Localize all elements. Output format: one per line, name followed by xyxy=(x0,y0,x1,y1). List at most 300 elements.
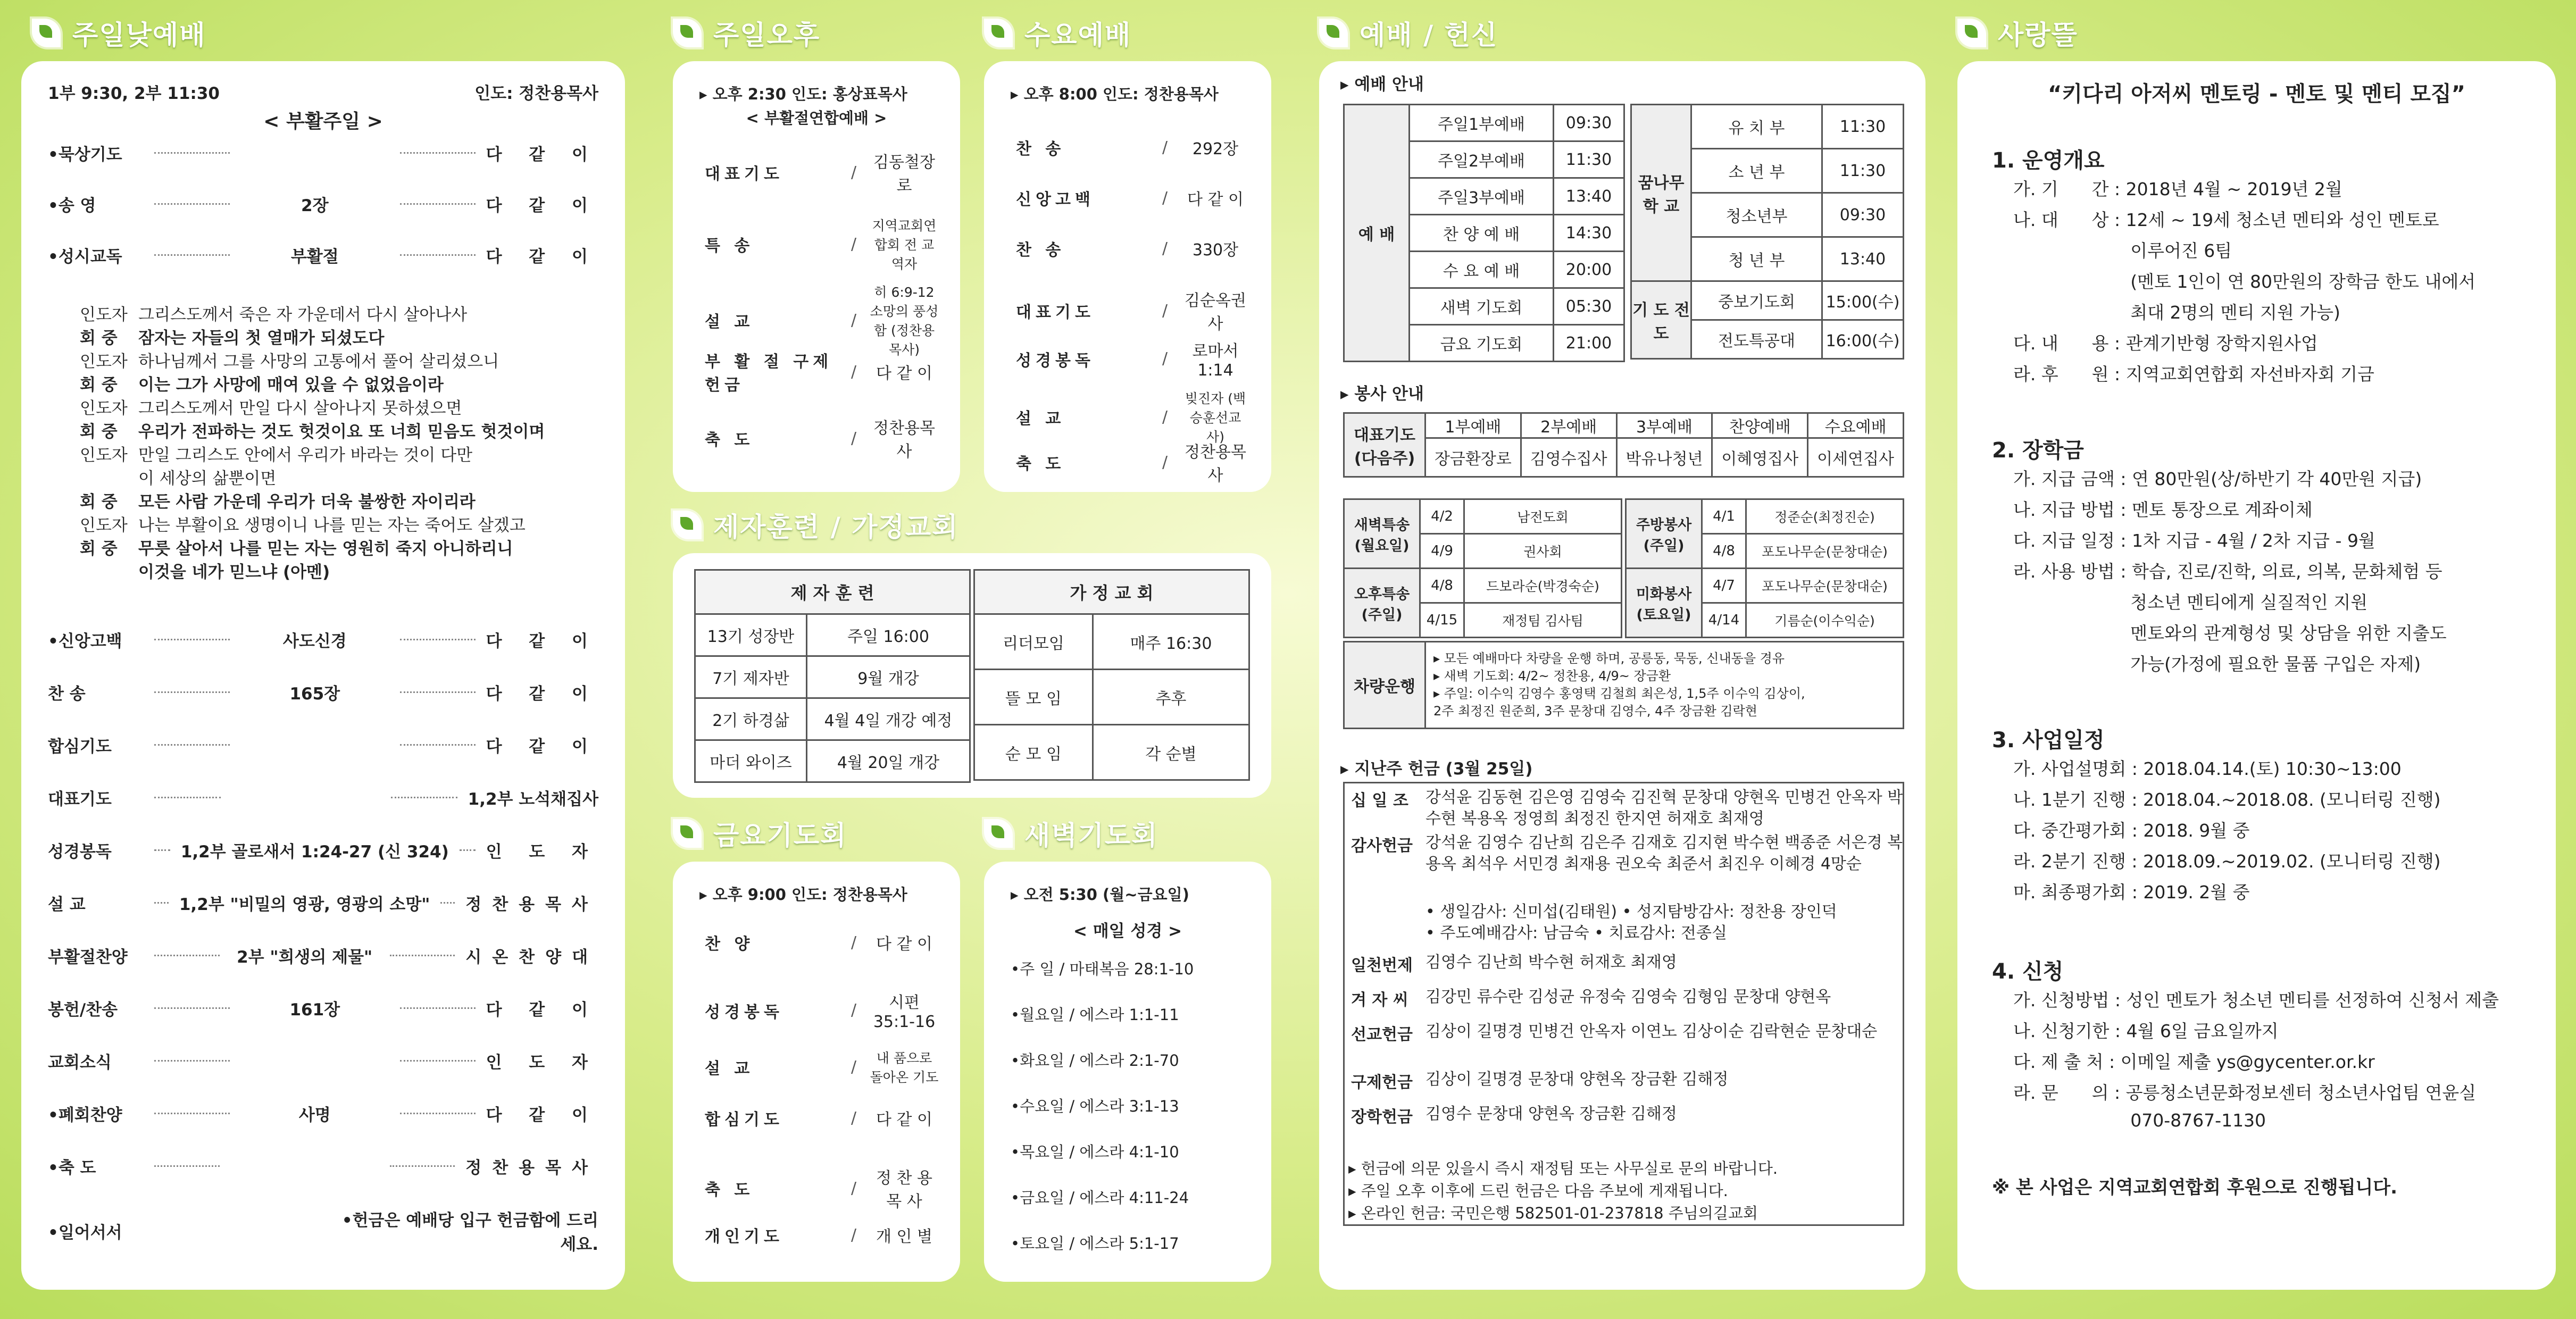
service-title: ▸ 봉사 안내 xyxy=(1340,385,1424,404)
offer-note: ▸ 온라인 헌금: 국민은행 582501-01-237818 주님의길교회 xyxy=(1348,1204,1758,1222)
program-row xyxy=(705,1048,939,1086)
order-item: 1,2부 "비밀의 영광, 영광의 소망" xyxy=(179,895,430,914)
rep-name: 김영수집사 xyxy=(1521,438,1616,477)
rep-name: 장금환장로 xyxy=(1425,438,1521,477)
program-label: 성경봉독 xyxy=(1016,351,1095,370)
group-label: 기 도 전 도 xyxy=(1631,281,1691,359)
offer-row xyxy=(1351,952,1904,975)
group-name: 정준순(최정진순) xyxy=(1746,499,1904,534)
dot-leader xyxy=(400,152,476,154)
order-row xyxy=(48,628,598,652)
responsive-text: 만일 그리스도 안에서 우리가 바라는 것이 다만 xyxy=(138,446,473,465)
leaf-icon xyxy=(984,819,1013,848)
rep-name: 이세연집사 xyxy=(1808,438,1904,477)
order-item: 사명 xyxy=(298,1106,331,1125)
dot-leader xyxy=(154,744,230,746)
dot-leader xyxy=(400,1007,476,1009)
service-name: 찬 양 예 배 xyxy=(1410,215,1554,252)
table-cell-value: 9월 개강 xyxy=(806,656,970,698)
order-label: 교회소식 xyxy=(48,1053,112,1072)
table-row xyxy=(695,740,970,782)
program-label: 부 활 절 구제헌금 xyxy=(705,353,833,395)
dawn-title: 새벽기도회 xyxy=(984,811,1158,856)
order-person: 1,2부 노석채집사 xyxy=(468,790,599,809)
leaf-icon xyxy=(1319,19,1348,47)
order-row xyxy=(48,680,598,704)
offer-row xyxy=(1351,1021,1904,1045)
group-date: 4/14 xyxy=(1702,603,1746,638)
car-label: 차량운행 xyxy=(1344,642,1425,729)
offer-row xyxy=(1351,987,1904,1010)
program-slash: / xyxy=(851,429,857,448)
table-cell-value: 주일 16:00 xyxy=(806,614,970,656)
love-s4: 4. 신청 xyxy=(1992,959,2064,984)
love-title: 사랑뜰 xyxy=(1957,11,2078,55)
leaf-icon xyxy=(673,511,702,539)
love-line: 라. 후 원 : 지역교회연합회 자선바자회 기금 xyxy=(2013,364,2374,385)
table-cell-name: 순 모 임 xyxy=(974,725,1093,780)
table-cell-value: 4월 4일 개강 예정 xyxy=(806,698,970,740)
responsive-speaker: 인도자 xyxy=(80,352,128,371)
sunday-pm-title: 주일오후 xyxy=(673,11,820,55)
reading-item: •주 일 / 마태복음 28:1-10 xyxy=(1011,960,1194,978)
program-slash: / xyxy=(851,235,857,254)
program-label: 찬 송 xyxy=(1016,140,1065,158)
group-item: 청 년 부 xyxy=(1691,237,1822,281)
leaf-icon xyxy=(673,819,702,848)
love-line: 나. 신청기한 : 4월 6일 금요일까지 xyxy=(2013,1021,2279,1041)
car-line: ▸ 새벽 기도회: 4/2~ 정찬용, 4/9~ 장금환 xyxy=(1433,669,1671,683)
volunteer-table xyxy=(1625,498,1904,638)
offer-row xyxy=(1351,923,1904,944)
group-time: 11:30 xyxy=(1822,149,1904,193)
group-label: 오후특송 (주일) xyxy=(1344,569,1420,638)
table-row xyxy=(1631,105,1904,149)
dot-leader xyxy=(154,797,221,798)
offer-kind xyxy=(1351,901,1425,923)
love-line: 가능(가정에 필요한 물품 구입은 자제) xyxy=(2013,654,2421,674)
program-row xyxy=(705,348,939,395)
table-cell-name: 리더모임 xyxy=(974,614,1093,670)
group-name: 기름순(이수익순) xyxy=(1746,603,1904,638)
program-value: 다 같 이 xyxy=(1187,190,1244,209)
program-value: 330장 xyxy=(1192,241,1239,260)
responsive-speaker: 회 중 xyxy=(80,492,118,512)
worship-box xyxy=(1319,61,1925,1290)
program-row xyxy=(705,415,939,462)
love-line: 나. 지급 방법 : 멘토 통장으로 계좌이체 xyxy=(2013,499,2313,520)
order-person: •헌금은 예배당 입구 헌금함에 드리세요. xyxy=(341,1211,598,1254)
program-slash: / xyxy=(851,1225,857,1245)
disciple-box xyxy=(673,553,1271,798)
order-person: 정찬용목사 xyxy=(465,895,598,914)
responsive-text: 그리스도께서 만일 다시 살아나지 못하셨으면 xyxy=(138,399,462,418)
fri-time: ▸ 오후 9:00 인도: 정찬용목사 xyxy=(699,886,907,904)
responsive-text: 우리가 전파하는 것도 헛것이요 또 너희 믿음도 헛것이며 xyxy=(138,422,545,441)
group-label: 주방봉사 (주일) xyxy=(1626,499,1702,569)
table-cell-name: 7기 제자반 xyxy=(695,656,807,698)
order-label: •일어서서 xyxy=(48,1223,122,1242)
leaf-icon xyxy=(1957,19,1986,47)
program-slash: / xyxy=(1162,301,1168,320)
offer-row xyxy=(1351,1069,1904,1092)
order-label: •폐회찬양 xyxy=(48,1106,122,1125)
group-name: 드보라순(박경숙순) xyxy=(1464,569,1622,603)
program-row xyxy=(1016,338,1250,380)
offer-row xyxy=(1351,787,1904,830)
responsive-line xyxy=(80,514,526,537)
program-slash: / xyxy=(1162,349,1168,368)
order-row xyxy=(48,1049,598,1073)
order-person: 정찬용목사 xyxy=(465,1158,599,1178)
program-value: 로마서 1:14 xyxy=(1192,342,1239,380)
group-name: 재정팀 김사팀 xyxy=(1464,603,1622,638)
offer-row xyxy=(1351,832,1904,875)
responsive-speaker: 회 중 xyxy=(80,422,118,441)
group-label: 새벽특송 (월요일) xyxy=(1344,499,1420,569)
friday-box xyxy=(673,862,960,1282)
program-value: 정찬용목사 xyxy=(873,419,935,461)
dot-leader xyxy=(154,639,230,640)
responsive-speaker: 회 중 xyxy=(80,375,118,395)
program-label: 특 송 xyxy=(705,237,754,255)
program-label: 설 교 xyxy=(705,1059,754,1078)
program-row xyxy=(705,149,939,196)
program-label: 찬 송 xyxy=(1016,241,1065,260)
worship-title: 예배 / 헌신 xyxy=(1319,11,1498,55)
responsive-line xyxy=(80,537,513,561)
dot-leader xyxy=(400,1060,476,1062)
offer-kind: 구제헌금 xyxy=(1351,1073,1413,1092)
order-row xyxy=(48,1207,598,1255)
love-line: (멘토 1인이 연 80만원의 장학금 한도 내에서 xyxy=(2013,271,2476,292)
order-label: •성시교독 xyxy=(48,247,122,266)
guide-title: ▸ 예배 안내 xyxy=(1340,75,1424,94)
order-row xyxy=(48,838,598,862)
dot-leader xyxy=(154,254,230,256)
program-value: 내 품으로 돌아온 기도 xyxy=(870,1050,939,1085)
order-person: 다 같 이 xyxy=(486,684,598,704)
offer-kind: 선교헌금 xyxy=(1351,1025,1413,1044)
group-label: 꿈나무 학 교 xyxy=(1631,105,1691,281)
love-line: 가. 기 간 : 2018년 4월 ~ 2019년 2월 xyxy=(2013,179,2342,199)
rep-service: 수요예배 xyxy=(1808,413,1904,438)
table-row xyxy=(1626,569,1904,603)
program-value: 다 같 이 xyxy=(876,1111,932,1129)
group-date: 4/8 xyxy=(1420,569,1464,603)
offer-kind: 십 일 조 xyxy=(1351,791,1408,810)
love-line: 나. 1분기 진행 : 2018.04.~2018.08. (모니터링 진행) xyxy=(2013,789,2441,810)
program-label: 축 도 xyxy=(705,1181,754,1199)
program-value: 다 같 이 xyxy=(876,364,932,383)
program-row xyxy=(1016,287,1250,334)
responsive-line xyxy=(80,561,330,584)
reading-item: •수요일 / 에스라 3:1-13 xyxy=(1011,1097,1179,1115)
program-label: 대표기도 xyxy=(705,165,783,183)
program-label: 합심기도 xyxy=(705,1111,783,1129)
special-song-table xyxy=(1343,498,1622,638)
table-cell-value: 매주 16:30 xyxy=(1093,614,1249,670)
order-person: 인 도 자 xyxy=(486,1053,598,1072)
love-line: 이루어진 6팀 xyxy=(2013,240,2232,261)
responsive-line xyxy=(80,420,545,444)
program-slash: / xyxy=(851,1179,857,1198)
love-line: 라. 문 의 : 공릉청소년문화정보센터 청소년사업팀 연윤실 xyxy=(2013,1082,2477,1103)
reading-item: •월요일 / 에스라 1:1-11 xyxy=(1011,1006,1179,1024)
table-cell-name: 13기 성장반 xyxy=(695,614,807,656)
group-time: 11:30 xyxy=(1822,105,1904,149)
responsive-line xyxy=(80,490,476,514)
dot-leader xyxy=(400,1113,476,1114)
rep-name: 박유나청년 xyxy=(1616,438,1712,477)
car-info xyxy=(1425,642,1904,729)
responsive-text: 이는 그가 사망에 매여 있을 수 없었음이라 xyxy=(138,375,444,395)
dot-leader xyxy=(154,203,230,205)
sunday-leader: 인도: 정찬용목사 xyxy=(474,84,598,103)
group-date: 4/9 xyxy=(1420,534,1464,569)
order-row xyxy=(48,996,598,1020)
order-person: 다 같 이 xyxy=(486,1106,598,1125)
group-name: 권사회 xyxy=(1464,534,1622,569)
order-label: •묵상기도 xyxy=(48,145,122,164)
responsive-text: 그리스도께서 죽은 자 가운데서 다시 살아나사 xyxy=(138,305,468,324)
offer-names: 김상이 길명경 민병건 안옥자 이연노 김상이순 김락현순 문창대순 xyxy=(1425,1022,1878,1041)
love-line: 가. 지급 금액 : 연 80만원(상/하반기 각 40만원 지급) xyxy=(2013,469,2422,489)
order-label: •신앙고백 xyxy=(48,632,122,651)
dot-leader xyxy=(440,902,455,904)
love-box xyxy=(1957,61,2556,1290)
order-person: 인 도 자 xyxy=(486,842,599,862)
responsive-speaker: 인도자 xyxy=(80,305,128,324)
table-row xyxy=(695,698,970,740)
service-name: 주일3부예배 xyxy=(1410,178,1554,215)
responsive-text: 이 세상의 삶뿐이면 xyxy=(138,469,277,488)
love-line: 라. 2분기 진행 : 2018.09.~2019.02. (모니터링 진행) xyxy=(2013,851,2441,872)
program-value: 정 찬 용 목 사 xyxy=(876,1169,932,1211)
group-name: 포도나무순(문창대순) xyxy=(1746,569,1904,603)
sunday-pm-box xyxy=(673,61,960,492)
program-slash: / xyxy=(851,311,857,330)
responsive-line xyxy=(80,303,467,327)
love-s2: 2. 장학금 xyxy=(1992,438,2084,463)
order-person: 다 같 이 xyxy=(486,196,598,215)
table-row xyxy=(1344,499,1622,534)
order-label: 성경봉독 xyxy=(48,842,112,862)
program-value: 시편 35:1-16 xyxy=(873,994,936,1031)
program-value: 292장 xyxy=(1192,140,1239,158)
program-label: 찬 양 xyxy=(705,935,754,954)
offer-kind: 감사헌금 xyxy=(1351,837,1413,855)
responsive-speaker: 회 중 xyxy=(80,539,118,558)
leaf-icon xyxy=(32,19,61,47)
offer-kind xyxy=(1351,923,1425,944)
program-slash: / xyxy=(1162,239,1168,258)
program-slash: / xyxy=(1162,407,1168,427)
program-row xyxy=(705,1106,939,1130)
offer-kind: 겨 자 씨 xyxy=(1351,991,1408,1009)
program-label: 성경봉독 xyxy=(705,1003,783,1022)
dot-leader xyxy=(154,1113,230,1114)
group-item: 유 치 부 xyxy=(1691,105,1822,149)
program-row xyxy=(1016,136,1250,159)
dot-leader xyxy=(154,849,170,851)
program-label: 축 도 xyxy=(1016,455,1065,473)
love-line: 다. 제 출 처 : 이메일 제출 ys@gycenter.or.kr xyxy=(2013,1051,2375,1072)
group-item: 전도특공대 xyxy=(1691,320,1822,359)
order-row xyxy=(48,786,598,809)
order-item: 2장 xyxy=(301,196,329,215)
car-line: ▸ 모든 예배마다 차량을 운행 하며, 공릉동, 묵동, 신내동을 경유 xyxy=(1433,651,1785,666)
dot-leader xyxy=(400,639,476,640)
order-label: 합심기도 xyxy=(48,737,112,756)
offer-kind: 일천번제 xyxy=(1351,956,1413,975)
program-slash: / xyxy=(851,1108,857,1128)
order-person: 다 같 이 xyxy=(486,632,598,651)
table-cell-value: 4월 20일 개강 xyxy=(806,740,970,782)
offer-names: 김영수 문창대 양현옥 장금환 김해정 xyxy=(1425,1105,1677,1123)
rep-service: 3부예배 xyxy=(1616,413,1712,438)
responsive-line xyxy=(80,373,444,397)
dot-leader xyxy=(390,1165,455,1167)
responsive-speaker: 인도자 xyxy=(80,399,128,418)
group-item: 청소년부 xyxy=(1691,193,1822,237)
offer-kind: 장학헌금 xyxy=(1351,1108,1413,1126)
order-label: 봉헌/찬송 xyxy=(48,1000,118,1020)
group-time: 15:00(수) xyxy=(1822,281,1904,320)
car-table xyxy=(1343,641,1904,729)
program-row xyxy=(705,1165,939,1212)
program-slash: / xyxy=(851,933,857,952)
rep-service: 찬양예배 xyxy=(1712,413,1808,438)
table-row xyxy=(974,670,1249,725)
order-person: 다 같 이 xyxy=(486,737,598,756)
love-line: 다. 내 용 : 관계기반형 장학지원사업 xyxy=(2013,333,2318,354)
wed-time: ▸ 오후 8:00 인도: 정찬용목사 xyxy=(1011,85,1219,103)
program-value: 히 6:9-12 소망의 풍성함 (정찬용목사) xyxy=(870,285,939,357)
dot-leader xyxy=(460,849,476,851)
order-label: •축 도 xyxy=(48,1158,96,1178)
program-row xyxy=(705,215,939,273)
table-row xyxy=(974,614,1249,670)
service-time: 21:00 xyxy=(1554,325,1624,362)
sunday-title: 주일낮예배 xyxy=(32,11,206,55)
program-slash: / xyxy=(1162,138,1168,157)
program-slash: / xyxy=(1162,188,1168,207)
group-date: 4/1 xyxy=(1702,499,1746,534)
love-footer: ※ 본 사업은 지역교회연합회 후원으로 진행됩니다. xyxy=(1992,1177,2398,1198)
table-cell-value: 각 순별 xyxy=(1093,725,1249,780)
love-line: 마. 최종평가회 : 2019. 2월 중 xyxy=(2013,882,2250,903)
rep-service: 1부예배 xyxy=(1425,413,1521,438)
love-line: 가. 신청방법 : 성인 멘토가 청소년 멘티를 선정하여 신청서 제출 xyxy=(2013,990,2499,1011)
table-row xyxy=(695,614,970,656)
car-line: ▸ 주일: 이수익 김영수 홍영택 김철희 최은성, 1,5주 이수익 김상이, xyxy=(1433,686,1805,701)
dot-leader xyxy=(390,955,455,956)
order-label: 찬 송 xyxy=(48,684,86,704)
service-name: 주일2부예배 xyxy=(1410,141,1554,178)
program-value: 김동철장로 xyxy=(873,153,935,195)
rep-service: 2부예배 xyxy=(1521,413,1616,438)
program-label: 설 교 xyxy=(1016,410,1065,428)
program-label: 축 도 xyxy=(705,431,754,449)
offer-names: • 생일감사: 신미섭(김태원) • 성지탐방감사: 정찬용 장인덕 xyxy=(1425,903,1837,921)
table-row xyxy=(1344,569,1622,603)
program-slash: / xyxy=(851,1057,857,1076)
order-label: •송 영 xyxy=(48,196,96,215)
responsive-text: 하나님께서 그를 사망의 고통에서 풀어 살리셨으니 xyxy=(138,352,499,371)
sunday-time: 1부 9:30, 2부 11:30 xyxy=(48,84,220,103)
dot-leader xyxy=(400,254,476,256)
friday-title: 금요기도회 xyxy=(673,811,847,856)
order-item: 1,2부 골로새서 1:24-27 (신 324) xyxy=(180,842,449,862)
dawn-box xyxy=(984,862,1271,1282)
disciple-title: 제자훈련 / 가정교회 xyxy=(673,503,958,547)
service-time: 14:30 xyxy=(1554,215,1624,252)
program-row xyxy=(705,989,939,1031)
offer-names: 김강민 류수란 김성균 유정숙 김영숙 김형임 문창대 양현옥 xyxy=(1425,988,1831,1006)
table-cell-name: 2기 하경삶 xyxy=(695,698,807,740)
table-row xyxy=(1344,413,1904,438)
group-date: 4/15 xyxy=(1420,603,1464,638)
group-time: 09:30 xyxy=(1822,193,1904,237)
car-line: 2주 최정진 원준희, 3주 문창대 김영수, 4주 장금환 김락현 xyxy=(1433,704,1757,719)
group-time: 13:40 xyxy=(1822,237,1904,281)
offer-title: ▸ 지난주 헌금 (3월 25일) xyxy=(1340,759,1533,779)
offer-row xyxy=(1351,901,1904,923)
order-row xyxy=(48,891,598,915)
wednesday-title: 수요예배 xyxy=(984,11,1131,55)
offer-names: 강석윤 김영수 김난희 김은주 김재호 김지현 박수현 백종준 서은경 복용옥 최석우 서민경 최재용 권오숙 최준서 최진우 이혜경 4망순 xyxy=(1425,833,1903,873)
order-label: 설 교 xyxy=(48,895,86,914)
group-name: 남전도회 xyxy=(1464,499,1622,534)
dot-leader xyxy=(154,1060,230,1062)
group-date: 4/8 xyxy=(1702,534,1746,569)
love-line: 청소년 멘티에게 실질적인 지원 xyxy=(2013,592,2368,613)
dot-leader xyxy=(154,1007,230,1009)
responsive-text: 나는 부활이요 생명이니 나를 믿는 자는 죽어도 살겠고 xyxy=(138,516,526,535)
program-label: 신앙고백 xyxy=(1016,190,1095,209)
dot-leader xyxy=(154,691,230,693)
dot-leader xyxy=(391,797,457,798)
love-line: 나. 대 상 : 12세 ~ 19세 청소년 멘티와 성인 멘토로 xyxy=(2013,210,2439,230)
service-time: 13:40 xyxy=(1554,178,1624,215)
responsive-line xyxy=(80,467,276,490)
responsive-text: 모든 사람 가운데 우리가 더욱 불쌍한 자이리라 xyxy=(138,492,476,512)
offer-note: ▸ 헌금에 의문 있을시 즉시 재정팀 또는 사무실로 문의 바랍니다. xyxy=(1348,1159,1778,1178)
reading-item: •화요일 / 에스라 2:1-70 xyxy=(1011,1051,1179,1070)
love-s1: 1. 운영개요 xyxy=(1992,148,2105,173)
offer-row xyxy=(1351,1104,1904,1127)
responsive-line xyxy=(80,444,472,467)
love-line: 다. 중간평가회 : 2018. 9월 중 xyxy=(2013,820,2250,841)
program-value: 다 같 이 xyxy=(876,935,932,954)
reading-item: •금요일 / 에스라 4:11-24 xyxy=(1011,1189,1189,1207)
program-value: 빚진자 (백승훈선교사) xyxy=(1185,391,1246,445)
order-label: 부활절찬양 xyxy=(48,948,128,967)
dawn-time: ▸ 오전 5:30 (월~금요일) xyxy=(1011,886,1189,904)
program-row xyxy=(1016,388,1250,446)
group-label: 미화봉사 (토요일) xyxy=(1626,569,1702,638)
program-value: 개 인 별 xyxy=(876,1228,932,1246)
dot-leader xyxy=(400,691,476,693)
disciple-table xyxy=(694,569,971,783)
order-row xyxy=(48,733,598,757)
order-item: 사도신경 xyxy=(282,632,347,651)
program-row xyxy=(1016,237,1250,260)
service-time: 09:30 xyxy=(1554,105,1624,141)
program-slash: / xyxy=(851,163,857,182)
program-value: 김순옥권사 xyxy=(1185,291,1246,333)
